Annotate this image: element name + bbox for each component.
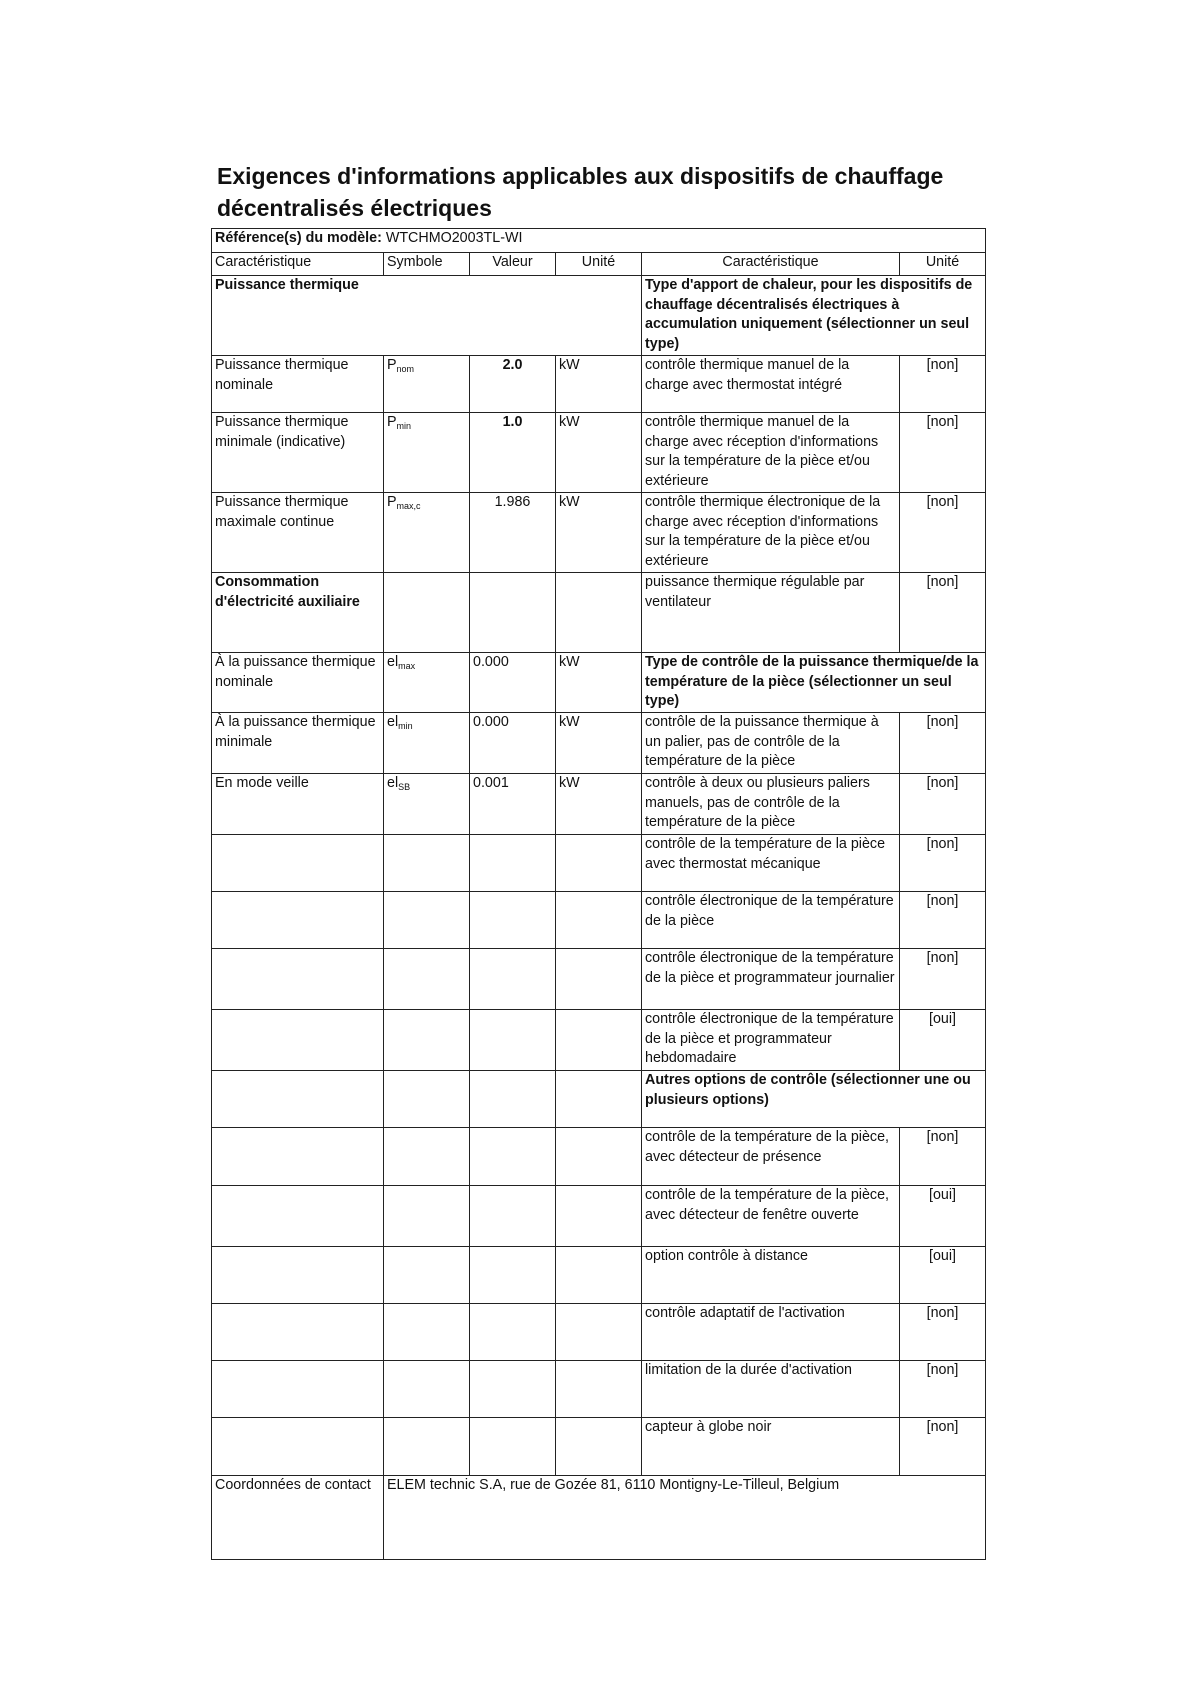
empty-cell — [384, 573, 470, 653]
unit-cell: kW — [556, 713, 642, 774]
option-label: capteur à globe noir — [642, 1418, 900, 1476]
option-value: [non] — [900, 713, 986, 774]
empty-cell — [556, 1186, 642, 1247]
table-row — [212, 1361, 986, 1418]
model-row — [212, 229, 986, 253]
empty-cell — [556, 835, 642, 892]
header-left-char: Caractéristique — [212, 253, 384, 276]
option-value: [non] — [900, 774, 986, 835]
empty-cell — [470, 1418, 556, 1476]
model-value: WTCHMO2003TL-WI — [385, 230, 523, 246]
unit-cell: kW — [556, 493, 642, 573]
empty-cell — [212, 835, 384, 892]
table-row — [212, 892, 986, 949]
symbol-cell — [384, 356, 470, 413]
symbol-cell — [384, 774, 470, 835]
table-row — [212, 713, 986, 774]
empty-cell — [470, 835, 556, 892]
option-value: [non] — [900, 892, 986, 949]
symbol: P — [387, 414, 397, 430]
unit-cell: kW — [556, 653, 642, 713]
symbol-cell — [384, 653, 470, 713]
symbol-sub: min — [398, 721, 413, 731]
section2-title: Type de contrôle de la puissance thermique/de la température de la pièce (sélectionner un seul type) — [642, 653, 986, 713]
option-label: contrôle de la puissance thermique à un palier, pas de contrôle de la température de la pièce — [642, 713, 900, 774]
page-title: Exigences d'informations applicables aux dispositifs de chauffage décentralisés électriques — [217, 163, 944, 221]
empty-cell — [384, 1304, 470, 1361]
option-label: limitation de la durée d'activation — [642, 1361, 900, 1418]
empty-cell — [470, 1186, 556, 1247]
contact-value: ELEM technic S.A, rue de Gozée 81, 6110 Montigny-Le-Tilleul, Belgium — [384, 1476, 986, 1560]
section1-title: Type d'apport de chaleur, pour les dispositifs de chauffage décentralisés électriques à accumulation uniquement (sélectionner un seul type) — [642, 276, 986, 356]
option-label: contrôle adaptatif de l'activation — [642, 1304, 900, 1361]
empty-cell — [556, 1361, 642, 1418]
header-right-unit: Unité — [900, 253, 986, 276]
empty-cell — [384, 892, 470, 949]
empty-cell — [384, 1186, 470, 1247]
empty-cell — [470, 949, 556, 1010]
empty-cell — [556, 892, 642, 949]
option-value: [non] — [900, 413, 986, 493]
empty-cell — [212, 1128, 384, 1186]
value-cell: 1.986 — [470, 493, 556, 573]
table-row — [212, 356, 986, 413]
symbol-sub: min — [396, 421, 412, 431]
symbol: P — [387, 494, 397, 510]
empty-cell — [212, 1247, 384, 1304]
option-label: contrôle de la température de la pièce, avec détecteur de fenêtre ouverte — [642, 1186, 900, 1247]
empty-cell — [470, 892, 556, 949]
empty-cell — [384, 1010, 470, 1071]
option-label: contrôle à deux ou plusieurs paliers manuels, pas de contrôle de la température de la pièce — [642, 774, 900, 835]
empty-cell — [470, 1071, 556, 1128]
empty-cell — [556, 1418, 642, 1476]
value-cell: 0.000 — [470, 713, 556, 774]
empty-cell — [470, 1361, 556, 1418]
unit-cell: kW — [556, 356, 642, 413]
table-row — [212, 1304, 986, 1361]
symbol: el — [387, 714, 399, 730]
model-label: Référence(s) du modèle: — [215, 230, 382, 246]
heat-output-title: Puissance thermique — [212, 276, 642, 356]
table-row — [212, 1186, 986, 1247]
empty-cell — [212, 1186, 384, 1247]
symbol: el — [387, 775, 399, 791]
symbol-cell — [384, 413, 470, 493]
option-value: [oui] — [900, 1186, 986, 1247]
table-row — [212, 1010, 986, 1071]
option-label: puissance thermique régulable par ventilateur — [642, 573, 900, 653]
table-row — [212, 573, 986, 653]
option-label: option contrôle à distance — [642, 1247, 900, 1304]
empty-cell — [384, 1361, 470, 1418]
unit-cell: kW — [556, 774, 642, 835]
value-cell: 1.0 — [470, 413, 556, 493]
option-value: [non] — [900, 1128, 986, 1186]
header-symbol: Symbole — [384, 253, 470, 276]
empty-cell — [556, 1304, 642, 1361]
empty-cell — [384, 1247, 470, 1304]
table-row — [212, 1071, 986, 1128]
option-value: [oui] — [900, 1247, 986, 1304]
symbol: P — [387, 357, 397, 373]
empty-cell — [470, 573, 556, 653]
row-label: Puissance thermique minimale (indicative) — [212, 413, 384, 493]
option-value: [oui] — [900, 1010, 986, 1071]
header-right-char: Caractéristique — [642, 253, 900, 276]
table-row — [212, 1247, 986, 1304]
symbol-cell — [384, 493, 470, 573]
empty-cell — [212, 892, 384, 949]
empty-cell — [384, 1418, 470, 1476]
empty-cell — [384, 949, 470, 1010]
option-value: [non] — [900, 493, 986, 573]
option-label: contrôle électronique de la température de la pièce et programmateur journalier — [642, 949, 900, 1010]
contact-label: Coordonnées de contact — [212, 1476, 384, 1560]
option-value: [non] — [900, 835, 986, 892]
contact-row — [212, 1476, 986, 1560]
table-row — [212, 835, 986, 892]
empty-cell — [384, 835, 470, 892]
empty-cell — [556, 1247, 642, 1304]
symbol-sub: max — [398, 661, 416, 671]
model-cell — [212, 229, 986, 253]
option-label: contrôle thermique électronique de la charge avec réception d'informations sur la température de la pièce et/ou extérieure — [642, 493, 900, 573]
unit-cell: kW — [556, 413, 642, 493]
symbol-sub: nom — [396, 364, 415, 374]
section3-title: Autres options de contrôle (sélectionner une ou plusieurs options) — [642, 1071, 986, 1128]
empty-cell — [212, 949, 384, 1010]
empty-cell — [470, 1304, 556, 1361]
empty-cell — [384, 1071, 470, 1128]
table-row — [212, 493, 986, 573]
empty-cell — [556, 1128, 642, 1186]
spec-table — [211, 228, 986, 1560]
option-value: [non] — [900, 1418, 986, 1476]
option-label: contrôle électronique de la température de la pièce et programmateur hebdomadaire — [642, 1010, 900, 1071]
table-row — [212, 276, 986, 356]
option-label: contrôle de la température de la pièce, avec détecteur de présence — [642, 1128, 900, 1186]
row-label: À la puissance thermique nominale — [212, 653, 384, 713]
row-label: Puissance thermique nominale — [212, 356, 384, 413]
table-row — [212, 949, 986, 1010]
row-label: Puissance thermique maximale continue — [212, 493, 384, 573]
empty-cell — [212, 1010, 384, 1071]
header-unit: Unité — [556, 253, 642, 276]
empty-cell — [212, 1418, 384, 1476]
empty-cell — [556, 573, 642, 653]
row-label: En mode veille — [212, 774, 384, 835]
table-row — [212, 1418, 986, 1476]
table-row — [212, 1128, 986, 1186]
option-label: contrôle thermique manuel de la charge avec thermostat intégré — [642, 356, 900, 413]
symbol-sub: SB — [398, 782, 411, 792]
symbol-sub: max,c — [396, 501, 421, 511]
empty-cell — [212, 1361, 384, 1418]
option-value: [non] — [900, 573, 986, 653]
option-value: [non] — [900, 356, 986, 413]
value-cell: 0.001 — [470, 774, 556, 835]
option-value: [non] — [900, 1361, 986, 1418]
value-cell: 2.0 — [470, 356, 556, 413]
empty-cell — [212, 1071, 384, 1128]
row-label: À la puissance thermique minimale — [212, 713, 384, 774]
option-label: contrôle thermique manuel de la charge avec réception d'informations sur la température de la pièce et/ou extérieure — [642, 413, 900, 493]
option-label: contrôle de la température de la pièce avec thermostat mécanique — [642, 835, 900, 892]
option-label: contrôle électronique de la température de la pièce — [642, 892, 900, 949]
header-row — [212, 253, 986, 276]
empty-cell — [556, 1010, 642, 1071]
value-cell: 0.000 — [470, 653, 556, 713]
header-value: Valeur — [470, 253, 556, 276]
table-row — [212, 653, 986, 713]
empty-cell — [470, 1010, 556, 1071]
empty-cell — [556, 1071, 642, 1128]
empty-cell — [384, 1128, 470, 1186]
empty-cell — [556, 949, 642, 1010]
symbol: el — [387, 654, 399, 670]
empty-cell — [470, 1247, 556, 1304]
symbol-cell — [384, 713, 470, 774]
empty-cell — [470, 1128, 556, 1186]
aux-title: Consommation d'électricité auxiliaire — [212, 573, 384, 653]
option-value: [non] — [900, 1304, 986, 1361]
table-row — [212, 413, 986, 493]
table-row — [212, 774, 986, 835]
empty-cell — [212, 1304, 384, 1361]
option-value: [non] — [900, 949, 986, 1010]
